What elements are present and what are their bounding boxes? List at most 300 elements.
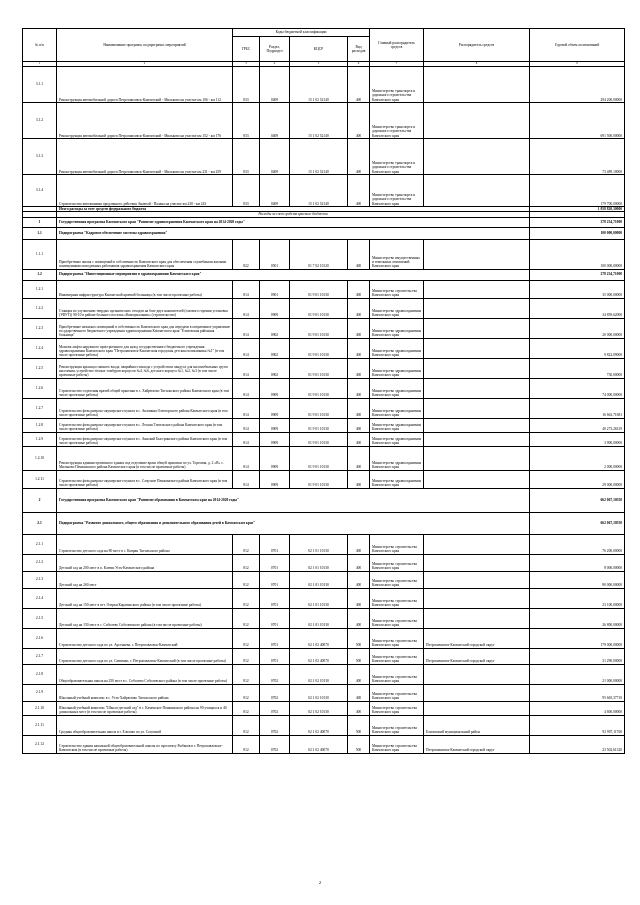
row-kcsr: 02 1 02 40070 bbox=[290, 628, 348, 648]
row-name: Подпрограмма "Кадровое обеспечение системы здравоохранения" bbox=[57, 227, 530, 239]
table-row bbox=[23, 648, 625, 664]
row-grbs: 822 bbox=[233, 239, 260, 269]
row-kcsr: 02 1 02 10130 bbox=[290, 701, 348, 715]
row-name: Инженерная инфраструктура Камчатской краевой больницы (в том числе проектные работы) bbox=[57, 280, 233, 298]
row-number: 1.1.1 bbox=[23, 239, 57, 269]
col-number: 9 bbox=[530, 62, 625, 67]
table-row bbox=[23, 175, 625, 207]
header-manager: Главный распорядитель средств bbox=[370, 29, 424, 62]
row-recipient: Елизовский муниципальный район bbox=[424, 715, 530, 735]
row-razdel: 0501 bbox=[260, 239, 290, 269]
row-total: 26 800,00000 bbox=[530, 608, 625, 628]
row-total: 4 600,00000 bbox=[530, 701, 625, 715]
row-vid: 400 bbox=[348, 239, 370, 269]
row-name: Школьный учебный комплекс в с. Усть-Хайрюзово Тигильского района bbox=[57, 684, 233, 701]
row-total: 100 000,00000 bbox=[530, 227, 625, 239]
row-name: Общеобразовательная школа на 250 мест в с. Соболево Соболевского района (в том числе проектные работы) bbox=[57, 664, 233, 684]
row-vid: 400 bbox=[348, 378, 370, 398]
row-vid: 400 bbox=[348, 554, 370, 571]
row-recipient bbox=[424, 139, 530, 175]
row-recipient bbox=[424, 175, 530, 207]
row-name: Строительство детского сада по ул. Арсеньева, г. Петропавловск-Камчатский bbox=[57, 628, 233, 648]
row-grbs: 812 bbox=[233, 628, 260, 648]
row-name: Средняя общеобразовательная школа в г. Елизово по ул. Сопочной bbox=[57, 715, 233, 735]
table-row bbox=[23, 608, 625, 628]
col-number: 2 bbox=[57, 62, 233, 67]
row-grbs: 814 bbox=[233, 338, 260, 358]
row-kcsr: 01 7 02 10120 bbox=[290, 239, 348, 269]
row-recipient bbox=[424, 571, 530, 588]
row-number: 2.1.2 bbox=[23, 554, 57, 571]
table-row bbox=[23, 139, 625, 175]
row-manager: Министерство транспорта и дорожного строительства Камчатского края bbox=[370, 175, 424, 207]
row-kcsr: 01 9 01 10130 bbox=[290, 470, 348, 488]
row-total: 34 859,62000 bbox=[530, 298, 625, 318]
row-razdel: 0909 bbox=[260, 398, 290, 418]
row-name: Государственная программа Камчатского края "Развитие здравоохранения Камчатского края на 2014-2020 годы" bbox=[57, 217, 530, 227]
row-recipient bbox=[424, 446, 530, 470]
row-razdel: 0909 bbox=[260, 446, 290, 470]
row-razdel: 0902 bbox=[260, 338, 290, 358]
table-row bbox=[23, 664, 625, 684]
row-total: 691 500,00000 bbox=[530, 103, 625, 139]
row-manager: Министерство транспорта и дорожного строительства Камчатского края bbox=[370, 139, 424, 175]
row-number: 1.2.10 bbox=[23, 446, 57, 470]
row-total: 40 273,26319 bbox=[530, 418, 625, 432]
table-row bbox=[23, 418, 625, 432]
header-kcsr: КЦСР bbox=[290, 37, 348, 62]
row-grbs: 814 bbox=[233, 446, 260, 470]
header-recipient: Распорядитель средств bbox=[424, 29, 530, 62]
row-grbs: 812 bbox=[233, 735, 260, 753]
row-total: 23 100,00000 bbox=[530, 588, 625, 608]
row-recipient: Петропавловск-Камчатский городской округ bbox=[424, 628, 530, 648]
row-razdel: 0409 bbox=[260, 67, 290, 103]
row-manager: Министерство здравоохранения Камчатского края bbox=[370, 432, 424, 446]
table-row bbox=[23, 628, 625, 648]
row-grbs: 812 bbox=[233, 684, 260, 701]
row-razdel: 0701 bbox=[260, 608, 290, 628]
row-name: Строительство автозимника продленного действия Анавгай - Палана на участке км 230 - км 243 bbox=[57, 175, 233, 207]
row-kcsr: 02 1 01 10130 bbox=[290, 554, 348, 571]
row-razdel: 0701 bbox=[260, 571, 290, 588]
col-number: 7 bbox=[370, 62, 424, 67]
row-manager: Министерство строительства Камчатского края bbox=[370, 664, 424, 684]
row-grbs: 833 bbox=[233, 175, 260, 207]
row-kcsr: 15 1 02 52140 bbox=[290, 103, 348, 139]
row-name: Приобретение нежилых помещений в собственность Камчатского края для передачи в оперативное управление государственного бюджетного учреждения здравоохранения Камчатского края "Елизовская районная больница" bbox=[57, 318, 233, 338]
row-recipient bbox=[424, 554, 530, 571]
row-grbs: 812 bbox=[233, 701, 260, 715]
row-name: Детский сад на 150 мест в с. Соболево Соболевского района (в том числе проектные работы) bbox=[57, 608, 233, 628]
header-total: Годовой объем ассигнований bbox=[530, 29, 625, 62]
row-recipient bbox=[424, 664, 530, 684]
row-name: Детский сад на 150 мест в пгт. Озерки Карагинского района (в том числе проектные работы) bbox=[57, 588, 233, 608]
table-row bbox=[23, 512, 625, 534]
table-row bbox=[23, 735, 625, 753]
row-manager: Министерство строительства Камчатского края bbox=[370, 735, 424, 753]
row-grbs: 812 bbox=[233, 534, 260, 554]
row-vid: 500 bbox=[348, 628, 370, 648]
row-total: 730,00000 bbox=[530, 358, 625, 378]
row-grbs: 814 bbox=[233, 298, 260, 318]
row-vid: 400 bbox=[348, 398, 370, 418]
col-number: 1 bbox=[23, 62, 57, 67]
row-name: Итого расходы за счет средств федерального бюджета bbox=[57, 207, 530, 212]
row-grbs: 814 bbox=[233, 378, 260, 398]
row-vid: 400 bbox=[348, 298, 370, 318]
row-vid: 400 bbox=[348, 571, 370, 588]
row-total: 662 067,10550 bbox=[530, 512, 625, 534]
row-razdel: 0409 bbox=[260, 103, 290, 139]
row-manager: Министерство транспорта и дорожного строительства Камчатского края bbox=[370, 103, 424, 139]
row-name: Строительство здания начальной общеобразовательной школы по проспекту Рыбаков в г. Петропавловске-Камчатском (в том числе проектные работы) bbox=[57, 735, 233, 753]
row-grbs: 812 bbox=[233, 554, 260, 571]
row-number: 1.2.1 bbox=[23, 280, 57, 298]
header-grbs: ГРБС bbox=[233, 37, 260, 62]
row-kcsr: 01 9 01 10130 bbox=[290, 318, 348, 338]
table-body bbox=[23, 67, 625, 754]
row-vid: 500 bbox=[348, 715, 370, 735]
row-number: 1.2.6 bbox=[23, 378, 57, 398]
row-razdel: 0701 bbox=[260, 628, 290, 648]
row-vid: 400 bbox=[348, 103, 370, 139]
row-total: 2 000,00000 bbox=[530, 446, 625, 470]
row-total: 16 663,71681 bbox=[530, 398, 625, 418]
row-vid: 400 bbox=[348, 701, 370, 715]
row-vid: 400 bbox=[348, 432, 370, 446]
row-total: 80 000,00000 bbox=[530, 571, 625, 588]
table-row bbox=[23, 280, 625, 298]
table-row bbox=[23, 398, 625, 418]
row-number: 3.1.1 bbox=[23, 67, 57, 103]
row-vid: 400 bbox=[348, 446, 370, 470]
row-number: 2.1 bbox=[23, 512, 57, 534]
row-number: 2.1.7 bbox=[23, 648, 57, 664]
row-razdel: 0901 bbox=[260, 280, 290, 298]
row-number: 2.1.4 bbox=[23, 588, 57, 608]
row-recipient bbox=[424, 534, 530, 554]
row-name: Реконструкция автомобильной дороги Петропавловск-Камчатский - Мильково на участке км 231 - км 259 bbox=[57, 139, 233, 175]
row-kcsr: 02 1 01 10130 bbox=[290, 588, 348, 608]
table-row bbox=[23, 67, 625, 103]
row-grbs: 812 bbox=[233, 608, 260, 628]
row-manager: Министерство строительства Камчатского края bbox=[370, 608, 424, 628]
col-number: 3 bbox=[233, 62, 260, 67]
row-name: Приобретение жилья с помещений в собственность Камчатского края для обеспечения служебными жилыми помещениями молодежных работников здравоохранения Камчатского края bbox=[57, 239, 233, 269]
row-razdel: 0701 bbox=[260, 588, 290, 608]
row-kcsr: 02 1 02 10130 bbox=[290, 684, 348, 701]
row-name: Реконструкция автомобильной дороги Петропавловск-Камчатский - Мильково на участке км 106 - км 112 bbox=[57, 67, 233, 103]
row-name: Строительство отделения врачей общей практики в с. Хайрюзово Тигильского района Камчатского края (в том числе проектные работы) bbox=[57, 378, 233, 398]
row-number: 1.2.5 bbox=[23, 358, 57, 378]
row-number: 2.1.3 bbox=[23, 571, 57, 588]
row-kcsr: 01 9 01 10130 bbox=[290, 418, 348, 432]
row-manager: Министерство здравоохранения Камчатского края bbox=[370, 398, 424, 418]
row-total: 21 000,00000 bbox=[530, 664, 625, 684]
row-number: 3.1.3 bbox=[23, 139, 57, 175]
row-recipient bbox=[424, 358, 530, 378]
table-row bbox=[23, 239, 625, 269]
table-row bbox=[23, 318, 625, 338]
row-vid: 400 bbox=[348, 534, 370, 554]
row-number: 2.1.1 bbox=[23, 534, 57, 554]
row-number: 1.2.7 bbox=[23, 398, 57, 418]
row-recipient bbox=[424, 338, 530, 358]
row-vid: 500 bbox=[348, 648, 370, 664]
row-kcsr: 15 1 02 52140 bbox=[290, 175, 348, 207]
row-manager: Министерство строительства Камчатского края bbox=[370, 648, 424, 664]
row-total: 1 058 820,30000 bbox=[530, 207, 625, 212]
row-grbs: 812 bbox=[233, 571, 260, 588]
row-recipient bbox=[424, 432, 530, 446]
row-number: 1.1 bbox=[23, 227, 57, 239]
row-manager: Министерство здравоохранения Камчатского края bbox=[370, 338, 424, 358]
row-manager: Министерство строительства Камчатского края bbox=[370, 534, 424, 554]
row-kcsr: 15 1 02 52140 bbox=[290, 67, 348, 103]
row-total: 29 000,00000 bbox=[530, 470, 625, 488]
row-manager: Министерство здравоохранения Камчатского края bbox=[370, 378, 424, 398]
row-number: 1.2.11 bbox=[23, 470, 57, 488]
row-grbs: 812 bbox=[233, 715, 260, 735]
row-name: Реконструкция автомобильной дороги Петропавловск-Камчатский - Мильково на участке км 152 - км 176 bbox=[57, 103, 233, 139]
col-number: 5 bbox=[290, 62, 348, 67]
row-vid: 400 bbox=[348, 139, 370, 175]
row-razdel: 0409 bbox=[260, 139, 290, 175]
row-kcsr: 01 9 01 10130 bbox=[290, 446, 348, 470]
row-kcsr: 01 9 01 10130 bbox=[290, 280, 348, 298]
row-total: 35 000,00000 bbox=[530, 280, 625, 298]
row-grbs: 814 bbox=[233, 418, 260, 432]
row-kcsr: 01 9 01 10130 bbox=[290, 338, 348, 358]
row-vid: 400 bbox=[348, 67, 370, 103]
col-number: 4 bbox=[260, 62, 290, 67]
row-razdel: 0909 bbox=[260, 432, 290, 446]
header-codes: Коды бюджетной классификации bbox=[233, 29, 370, 37]
row-manager: Министерство строительства Камчатского края bbox=[370, 701, 424, 715]
row-name: Расходы за счет средств краевого бюджета bbox=[57, 212, 530, 217]
row-number: 1.2.3 bbox=[23, 318, 57, 338]
row-total: 8 000,00000 bbox=[530, 554, 625, 571]
row-razdel: 0702 bbox=[260, 684, 290, 701]
row-recipient bbox=[424, 684, 530, 701]
row-manager: Министерство здравоохранения Камчатского края bbox=[370, 358, 424, 378]
header-name: Наименование программ, подпрограмм, мероприятий bbox=[57, 29, 233, 62]
row-grbs: 814 bbox=[233, 432, 260, 446]
col-number: 8 bbox=[424, 62, 530, 67]
row-number: 2.1.11 bbox=[23, 715, 57, 735]
row-grbs: 814 bbox=[233, 470, 260, 488]
row-grbs: 812 bbox=[233, 648, 260, 664]
row-name: Реконструкция крыльца главного входа, аварийного выхода с устройством пандуса для маломобильных групп населения, устройство тёплых тамбуров корпусов №4, №6, детского корпуса №1, №2, №3 (в том числе проектные работы) bbox=[57, 358, 233, 378]
row-recipient bbox=[424, 701, 530, 715]
row-razdel: 0909 bbox=[260, 470, 290, 488]
row-manager: Министерство здравоохранения Камчатского края bbox=[370, 318, 424, 338]
page-number: 2 bbox=[318, 880, 322, 885]
row-recipient bbox=[424, 280, 530, 298]
row-grbs: 812 bbox=[233, 588, 260, 608]
row-recipient bbox=[424, 67, 530, 103]
row-manager: Министерство транспорта и дорожного строительства Камчатского края bbox=[370, 67, 424, 103]
row-manager: Министерство строительства Камчатского края bbox=[370, 554, 424, 571]
row-vid: 400 bbox=[348, 588, 370, 608]
row-manager: Министерство строительства Камчатского края bbox=[370, 588, 424, 608]
row-total: 95 665,37710 bbox=[530, 684, 625, 701]
table-row bbox=[23, 701, 625, 715]
table-row bbox=[23, 588, 625, 608]
row-number: 2 bbox=[23, 488, 57, 512]
row-total: 92 907,11760 bbox=[530, 715, 625, 735]
row-recipient bbox=[424, 239, 530, 269]
row-vid: 400 bbox=[348, 608, 370, 628]
row-recipient bbox=[424, 608, 530, 628]
row-total: 278 234,71000 bbox=[530, 269, 625, 280]
row-vid: 500 bbox=[348, 735, 370, 753]
row-name: Строительство детского сада по ул. Савченко, г. Петропавловск-Камчатский (в том числе проектные работы) bbox=[57, 648, 233, 664]
table-row bbox=[23, 338, 625, 358]
row-number: 3.1.2 bbox=[23, 103, 57, 139]
row-kcsr: 02 1 01 10130 bbox=[290, 608, 348, 628]
row-vid: 400 bbox=[348, 418, 370, 432]
row-name: Подпрограмма "Развитие дошкольного, общего образования и дополнительного образования детей в Камчатском крае" bbox=[57, 512, 530, 534]
row-number: 1.2 bbox=[23, 269, 57, 280]
table-row bbox=[23, 298, 625, 318]
row-name: Строительство детского сада на 80 мест в с. Ковран Тигильского района bbox=[57, 534, 233, 554]
row-grbs: 812 bbox=[233, 664, 260, 684]
row-grbs: 833 bbox=[233, 103, 260, 139]
row-vid: 400 bbox=[348, 280, 370, 298]
row-total: 76 200,00000 bbox=[530, 534, 625, 554]
row-total: 23 502,61320 bbox=[530, 735, 625, 753]
row-number: 2.1.5 bbox=[23, 608, 57, 628]
row-name: Строительство фельдшерско-акушерского пункта в с. Слаутное Пенжинского района Камчатского края (в том числе проектные работы) bbox=[57, 470, 233, 488]
row-name: Строительство фельдшерско-акушерского пункта в с. Аянский Быстринского района Камчатского края (в том числе проектные работы) bbox=[57, 432, 233, 446]
row-number: 2.1.8 bbox=[23, 664, 57, 684]
row-recipient bbox=[424, 378, 530, 398]
budget-table bbox=[22, 28, 625, 754]
row-vid: 400 bbox=[348, 175, 370, 207]
row-number: 2.1.12 bbox=[23, 735, 57, 753]
row-kcsr: 02 1 02 40070 bbox=[290, 735, 348, 753]
row-recipient bbox=[424, 298, 530, 318]
table-row bbox=[23, 217, 625, 227]
row-vid: 400 bbox=[348, 664, 370, 684]
row-kcsr: 01 9 01 10130 bbox=[290, 378, 348, 398]
table-row bbox=[23, 554, 625, 571]
row-name: Станция по улучшению твердых органических отходов на базе двух накопителей (газового горения установок (УФУТ)) 90-10 в районе больного поселка «Коммунальник» (строительство) bbox=[57, 298, 233, 318]
row-kcsr: 02 1 01 10130 bbox=[290, 571, 348, 588]
row-razdel: 0409 bbox=[260, 175, 290, 207]
row-vid: 400 bbox=[348, 358, 370, 378]
row-total: 20 000,00000 bbox=[530, 318, 625, 338]
row-kcsr: 01 9 01 10130 bbox=[290, 358, 348, 378]
table-row bbox=[23, 470, 625, 488]
row-razdel: 0701 bbox=[260, 554, 290, 571]
row-grbs: 814 bbox=[233, 398, 260, 418]
row-number: 1.2.9 bbox=[23, 432, 57, 446]
row-name: Реконструкция административного здания под отделение врача общей практики по ул. Торговая, д. 2 «В» с. Мильково Пенжинского района Камчатского края (в том числе проектные работы) bbox=[57, 446, 233, 470]
row-vid: 400 bbox=[348, 318, 370, 338]
row-name: Детский сад на 200 мест в п. Ключи Усть-Камчатского района bbox=[57, 554, 233, 571]
table-row bbox=[23, 684, 625, 701]
row-kcsr: 01 9 01 10130 bbox=[290, 398, 348, 418]
row-total: 9 822,09000 bbox=[530, 338, 625, 358]
table-row bbox=[23, 227, 625, 239]
row-grbs: 814 bbox=[233, 358, 260, 378]
row-kcsr: 02 1 02 40070 bbox=[290, 715, 348, 735]
row-name: Строительство фельдшерско-акушерского пункта в с. Лесная Тигильского района Камчатского края (в том числе проектные работы) bbox=[57, 418, 233, 432]
table-row bbox=[23, 534, 625, 554]
row-razdel: 0909 bbox=[260, 418, 290, 432]
row-vid: 400 bbox=[348, 338, 370, 358]
table-row bbox=[23, 358, 625, 378]
row-total: 179 700,00000 bbox=[530, 175, 625, 207]
row-razdel: 0909 bbox=[260, 298, 290, 318]
row-name: Школьный учебный комплекс "Школа-детский сад" в с. Каменское Пенжинского района на 90 учащихся и 40 дошкольных мест (в том числе проектные работы) bbox=[57, 701, 233, 715]
budget-table-sheet bbox=[22, 28, 624, 754]
row-total: 179 000,00000 bbox=[530, 628, 625, 648]
row-total: 662 067,10550 bbox=[530, 488, 625, 512]
row-recipient bbox=[424, 470, 530, 488]
row-recipient: Петропавловск-Камчатский городской округ bbox=[424, 735, 530, 753]
row-manager: Министерство здравоохранения Камчатского края bbox=[370, 418, 424, 432]
row-number: 2.1.6 bbox=[23, 628, 57, 648]
row-manager: Министерство строительства Камчатского края bbox=[370, 715, 424, 735]
row-razdel: 0701 bbox=[260, 534, 290, 554]
table-row bbox=[23, 269, 625, 280]
row-recipient bbox=[424, 318, 530, 338]
row-name: Государственная программа Камчатского края "Развитие образования в Камчатском крае на 2014-2020 годы" bbox=[57, 488, 530, 512]
header-vid: Вид расходов bbox=[348, 37, 370, 62]
row-razdel: 0702 bbox=[260, 735, 290, 753]
row-manager: Министерство строительства Камчатского края bbox=[370, 684, 424, 701]
table-row bbox=[23, 103, 625, 139]
header-razdel: Раздел, Подраздел bbox=[260, 37, 290, 62]
row-kcsr: 02 1 01 10130 bbox=[290, 534, 348, 554]
table-row bbox=[23, 488, 625, 512]
row-total: 3 900,00000 bbox=[530, 432, 625, 446]
row-number: 1.2.2 bbox=[23, 298, 57, 318]
row-razdel: 0702 bbox=[260, 701, 290, 715]
row-number: 1 bbox=[23, 217, 57, 227]
row-vid: 400 bbox=[348, 684, 370, 701]
table-row bbox=[23, 432, 625, 446]
row-kcsr: 02 1 02 40070 bbox=[290, 648, 348, 664]
table-row bbox=[23, 715, 625, 735]
row-name: Строительство фельдшерско-акушерского пункта в с. Апачинка Олюторского района Камчатского края (в том числе проектные работы) bbox=[57, 398, 233, 418]
row-recipient bbox=[424, 588, 530, 608]
row-total: 74 000,00000 bbox=[530, 378, 625, 398]
row-total: 31 290,00000 bbox=[530, 648, 625, 664]
row-recipient bbox=[424, 103, 530, 139]
row-vid: 400 bbox=[348, 470, 370, 488]
row-total: 73 489,10000 bbox=[530, 139, 625, 175]
table-row bbox=[23, 378, 625, 398]
row-name: Подпрограмма "Инвестиционные мероприятия в здравоохранении Камчатского края" bbox=[57, 269, 530, 280]
row-grbs: 833 bbox=[233, 67, 260, 103]
row-kcsr: 15 1 02 52140 bbox=[290, 139, 348, 175]
row-total: 100 000,00000 bbox=[530, 239, 625, 269]
row-total: 294 200,00000 bbox=[530, 67, 625, 103]
row-razdel: 0902 bbox=[260, 358, 290, 378]
row-number: 2.1.9 bbox=[23, 684, 57, 701]
row-razdel: 0701 bbox=[260, 648, 290, 664]
row-grbs: 833 bbox=[233, 139, 260, 175]
row-razdel: 0909 bbox=[260, 378, 290, 398]
row-kcsr: 01 9 01 10130 bbox=[290, 432, 348, 446]
row-manager: Министерство здравоохранения Камчатского края bbox=[370, 470, 424, 488]
header-num: № п/п bbox=[23, 29, 57, 62]
